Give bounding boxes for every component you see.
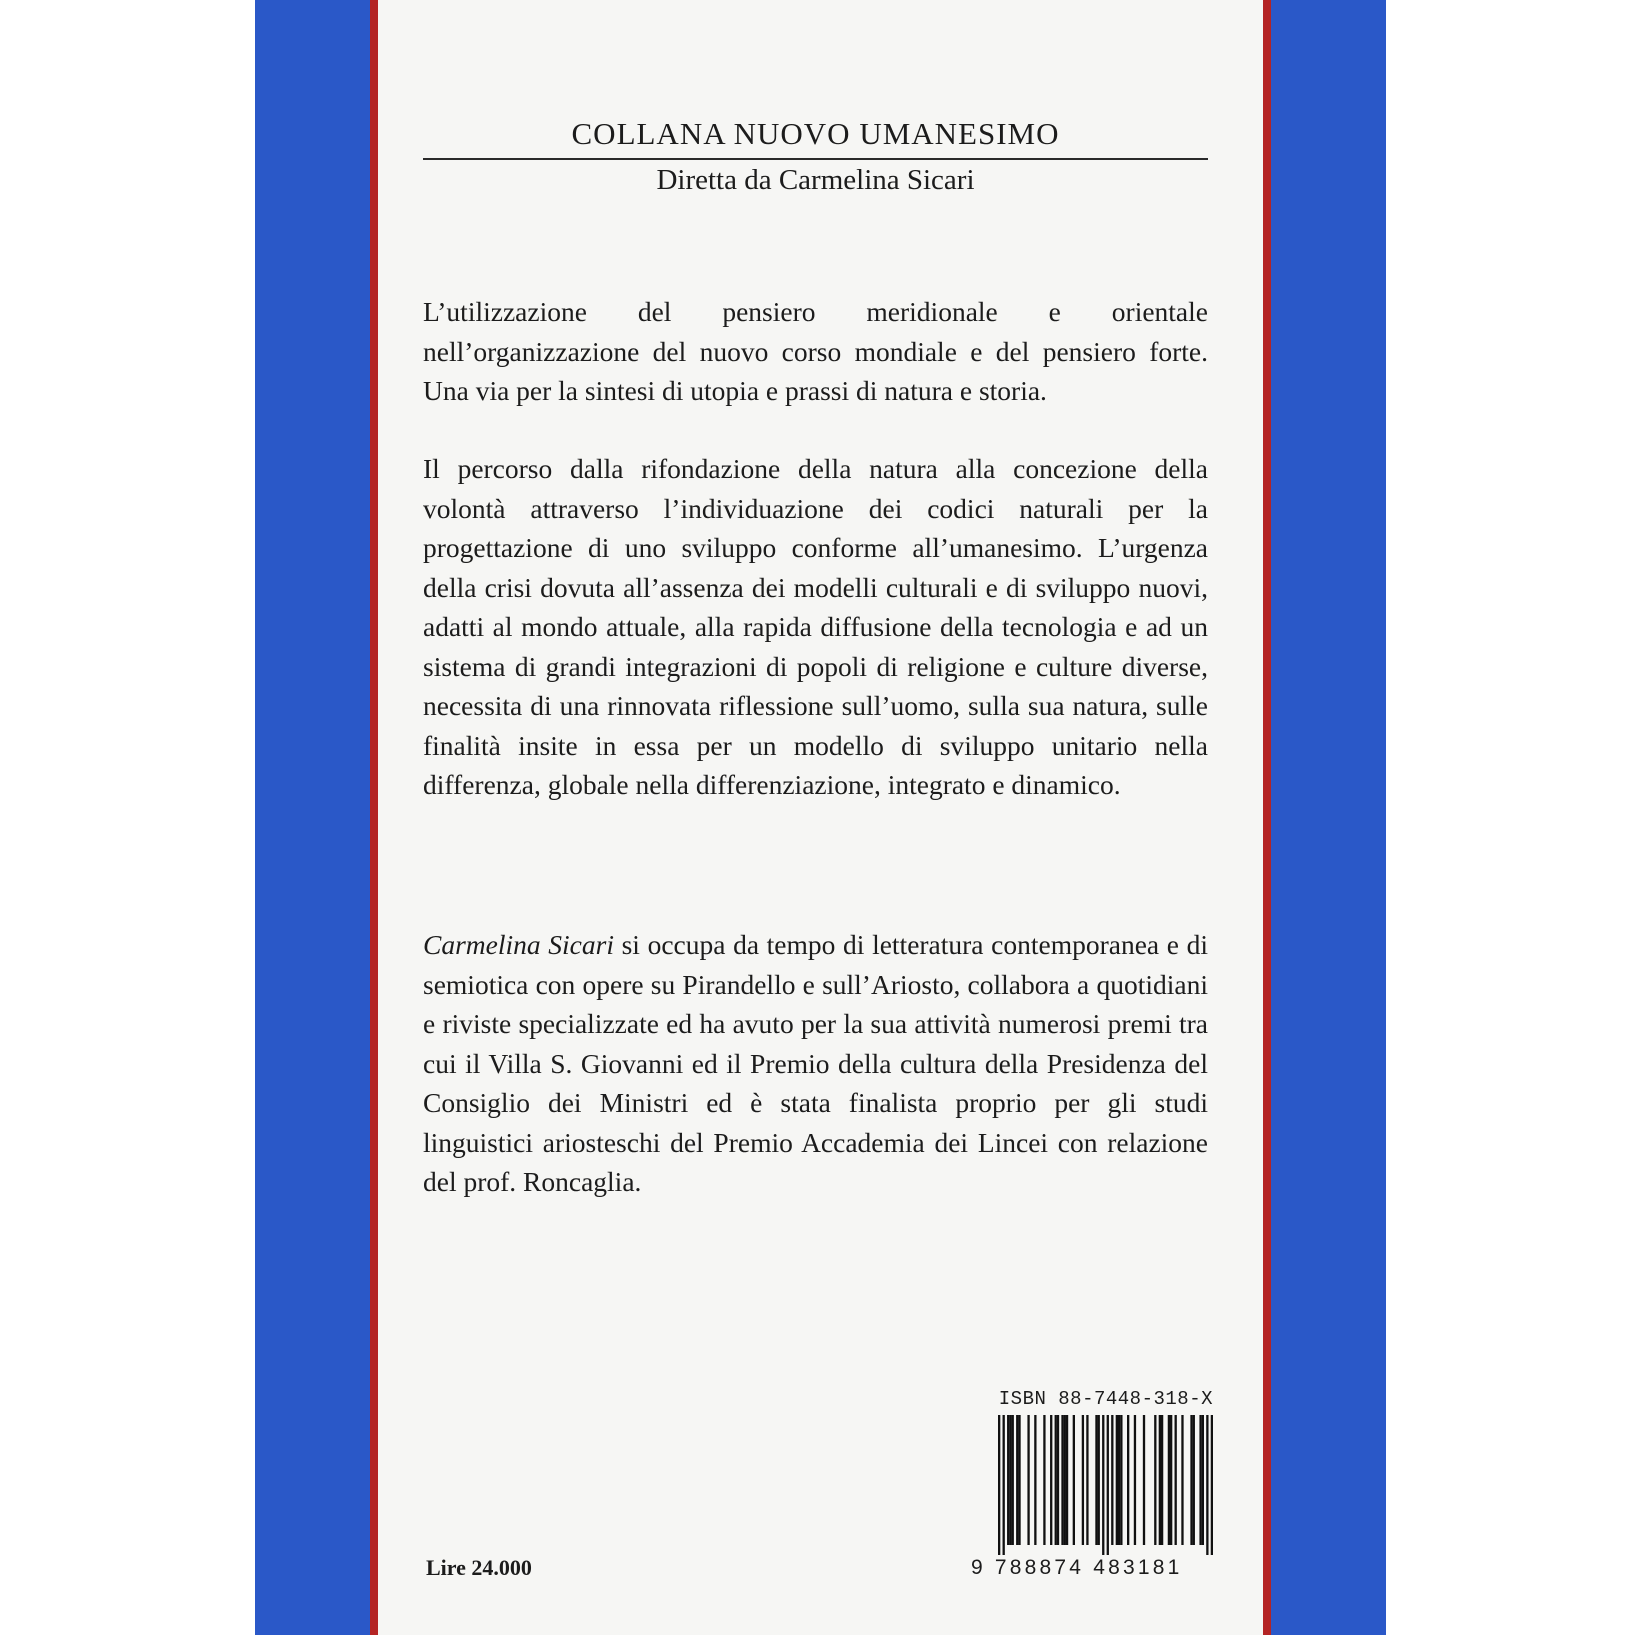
barcode-bar [1012, 1415, 1014, 1545]
barcode-bar [1127, 1415, 1129, 1545]
barcode-bar [1018, 1415, 1020, 1545]
barcode-bar [1009, 1415, 1011, 1545]
barcode-bar [1098, 1415, 1100, 1545]
author-name: Carmelina Sicari [423, 929, 614, 960]
barcode-graphic [998, 1415, 1213, 1555]
barcode-bar [1181, 1415, 1183, 1545]
barcode-bar [1043, 1415, 1045, 1545]
description-paragraph-1: L’utilizzazione del pensiero meridionale e orientale nell’organizzazione del nuovo corso mondiale e del pensiero forte. Una via per la sintesi di utopia e prassi di natura e storia. [423, 296, 1208, 406]
book-back-cover [255, 0, 1386, 1635]
barcode-bar [1003, 1415, 1005, 1555]
barcode-bar [1055, 1415, 1057, 1545]
barcode-bar [1199, 1415, 1201, 1545]
barcode-bar [1120, 1415, 1122, 1545]
barcode-bar [1193, 1415, 1195, 1545]
barcode-bar [1161, 1415, 1163, 1545]
barcode-bar [1082, 1415, 1084, 1545]
price-label: Lire 24.000 [426, 1555, 532, 1580]
barcode-bar [1073, 1415, 1075, 1545]
barcode-bar [1168, 1415, 1170, 1545]
series-title: COLLANA NUOVO UMANESIMO [571, 116, 1060, 151]
barcode-bar [1170, 1415, 1172, 1545]
barcode-bar [1211, 1415, 1213, 1555]
barcode-bar [1175, 1415, 1177, 1545]
isbn-number: ISBN 88-7448-318-X [998, 1388, 1213, 1410]
description-paragraph-2: Il percorso dalla rifondazione della natura alla concezione della volontà attraverso l’individuazione dei codici naturali per la progettazione di uno sviluppo conforme all’umanesimo. L’urgenza della crisi dovuta all’assenza dei modelli culturali e di sviluppo nuovi, adatti al mondo attuale, alla rapida diffusione della tecnologia e ad un sistema di grandi integrazioni di popoli di religione e culture diverse, necessita di una rinnovata riflessione sull’uomo, sulla sua natura, sulle finalità insite in essa per un modello di sviluppo unitario nella differenza, globale nella differenziazione, integrato e dinamico. [423, 453, 1208, 800]
barcode-bar [1050, 1415, 1052, 1545]
author-bio-text: si occupa da tempo di letteratura contemporanea e di semiotica con opere su Pirandello e sull’Ariosto, collabora a quotidiani e riviste specializzate ed ha avuto per la sua attività numerosi premi tra cui il Villa S. Giovanni ed il Premio della cultura della Presidenza del Consiglio dei Ministri ed è stata finalista proprio per gli studi linguistici ariosteschi del Premio Accademia dei Lincei con relazione del prof. Roncaglia. [423, 929, 1208, 1197]
ean-number: 9 788874 483181 [971, 1556, 1183, 1579]
barcode-bar [1116, 1415, 1118, 1545]
barcode-bar [1143, 1415, 1145, 1545]
text-panel [378, 0, 1263, 1635]
barcode-bar [1159, 1415, 1161, 1545]
barcode-bar [1111, 1415, 1113, 1545]
barcode-bar [1206, 1415, 1208, 1555]
series-divider [423, 158, 1208, 160]
barcode-bar [1061, 1415, 1063, 1545]
barcode-bar [1107, 1415, 1109, 1555]
barcode-bar [1016, 1415, 1018, 1545]
barcode-bar [1027, 1415, 1029, 1545]
barcode-bar [1086, 1415, 1088, 1545]
barcode-bar [1034, 1415, 1036, 1545]
barcode-bar [998, 1415, 1000, 1555]
barcode-bar [1064, 1415, 1066, 1545]
barcode-bar [1118, 1415, 1120, 1545]
author-bio [423, 925, 1208, 1202]
barcode-bar [1154, 1415, 1156, 1545]
barcode-bar [1057, 1415, 1059, 1545]
barcode-bar [1066, 1415, 1068, 1545]
barcode-bar [1190, 1415, 1192, 1545]
barcode-bar [1134, 1415, 1136, 1545]
barcode-bar [1095, 1415, 1097, 1545]
series-director: Diretta da Carmelina Sicari [656, 164, 975, 196]
barcode-bar [1102, 1415, 1104, 1555]
barcode-bar [1007, 1415, 1009, 1545]
barcode-bar [1202, 1415, 1204, 1545]
